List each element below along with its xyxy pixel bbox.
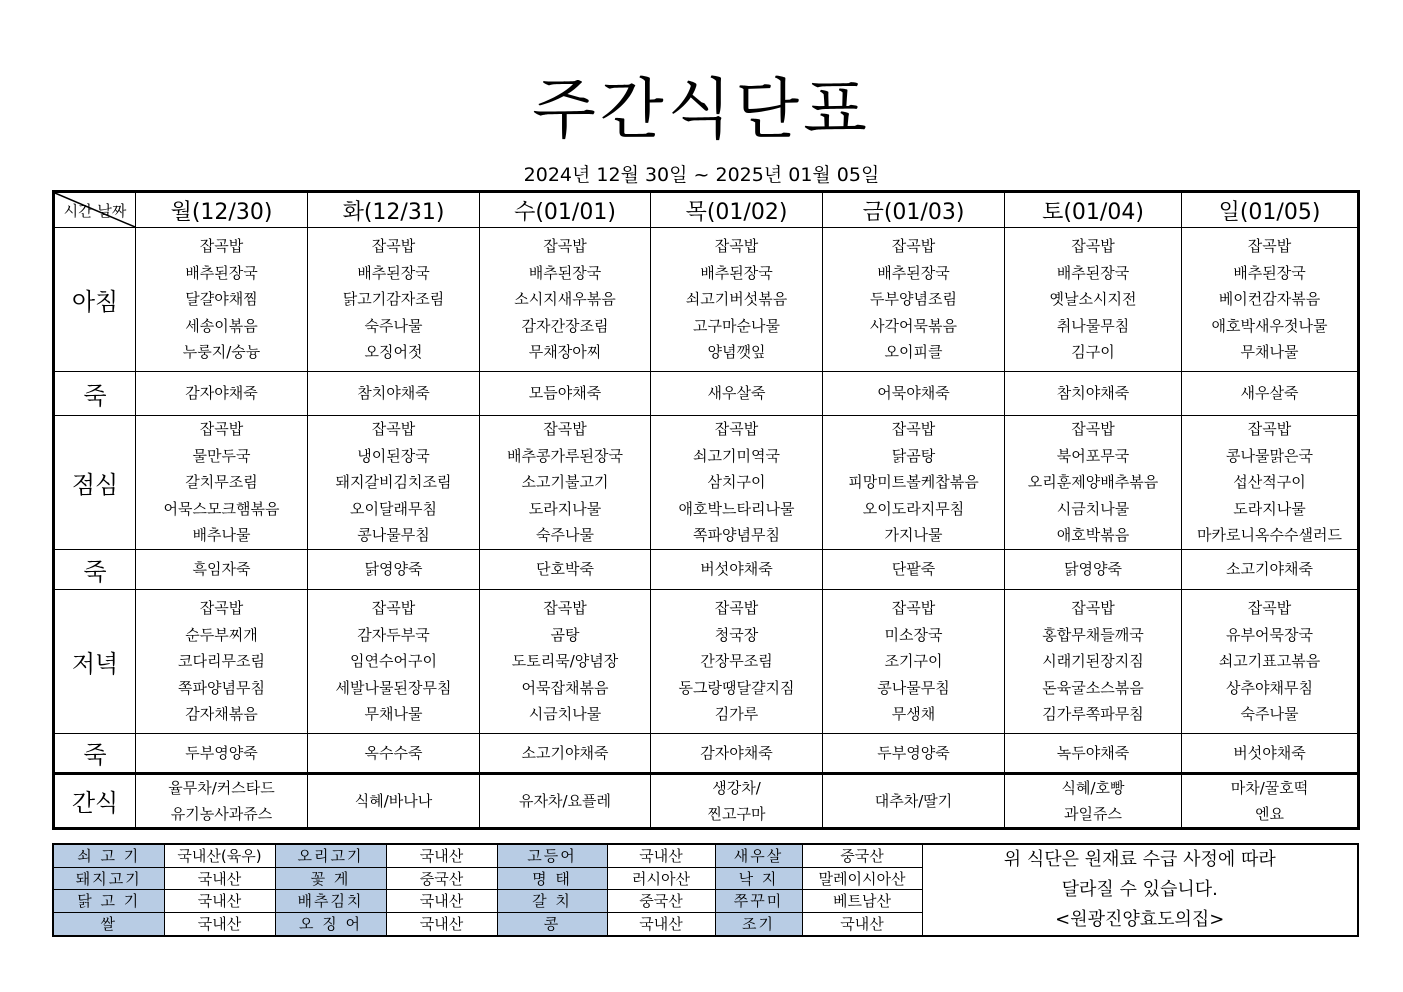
menu-item: 잡곡밥: [1247, 598, 1292, 617]
menu-cell: [1182, 416, 1359, 550]
menu-item: 세발나물된장무침: [335, 678, 452, 697]
menu-item: 어묵야채죽: [877, 384, 950, 403]
menu-cell: [480, 416, 651, 550]
menu-item: 소고기야채죽: [521, 743, 609, 762]
menu-cell: [823, 733, 1005, 773]
menu-item: 애호박볶음: [1056, 526, 1130, 545]
menu-item: 배추된장국: [528, 263, 602, 282]
meal-row: [54, 733, 1359, 773]
menu-cell: [1182, 372, 1359, 416]
origin-label: 돼지고기: [53, 867, 164, 890]
menu-cell: [136, 372, 308, 416]
menu-cell: [651, 589, 823, 733]
corner-label-time: 시간: [63, 201, 93, 220]
menu-item: 잡곡밥: [891, 237, 936, 256]
menu-item: 흑임자죽: [192, 560, 251, 579]
menu-cell: [308, 733, 480, 773]
menu-item: 홍합무채들깨국: [1042, 625, 1144, 644]
meal-row: [54, 372, 1359, 416]
menu-cell: [651, 228, 823, 372]
menu-item: 생강차/: [712, 778, 761, 797]
menu-item: 두부양념조림: [870, 290, 957, 309]
menu-item: 달걀야채찜: [185, 290, 258, 309]
menu-item: 두부영양죽: [877, 743, 950, 762]
menu-item: 마차/꿀호떡: [1230, 778, 1309, 797]
menu-item: 오리훈제양배추볶음: [1027, 473, 1159, 492]
menu-item: 감자두부국: [357, 625, 430, 644]
day-header: 화(12/31): [308, 192, 480, 228]
menu-item: 조기구이: [884, 652, 943, 671]
menu-item: 쇠고기버섯볶음: [685, 290, 788, 309]
menu-item: 청국장: [714, 625, 759, 644]
meal-row: [54, 549, 1359, 589]
menu-item: 옥수수죽: [364, 743, 423, 762]
menu-item: 잡곡밥: [199, 598, 244, 617]
menu-cell: [136, 733, 308, 773]
menu-item: 순두부찌개: [185, 625, 258, 644]
menu-item: 오이피클: [884, 343, 943, 362]
weekly-menu-table: [52, 190, 1360, 830]
menu-item: 잡곡밥: [1071, 598, 1115, 617]
menu-item: 가지나물: [884, 526, 943, 545]
menu-item: 감자간장조림: [521, 316, 609, 335]
meal-row: [54, 228, 1359, 372]
menu-item: 양념깻잎: [707, 343, 766, 362]
menu-cell: [480, 589, 651, 733]
menu-cell: [1005, 372, 1182, 416]
menu-cell: [1182, 773, 1359, 828]
menu-cell: [136, 228, 308, 372]
menu-item: 잡곡밥: [371, 598, 416, 617]
menu-item: 잡곡밥: [543, 237, 587, 256]
menu-item: 찐고구마: [707, 804, 766, 823]
menu-item: 어묵잡채볶음: [521, 678, 609, 697]
menu-item: 시금치나물: [1056, 499, 1130, 518]
origin-value: 국내산: [386, 890, 497, 913]
menu-cell: [1005, 416, 1182, 550]
menu-item: 마카로니옥수수샐러드: [1197, 526, 1342, 545]
menu-item: 소고기불고기: [521, 473, 609, 492]
origin-value: 중국산: [386, 867, 497, 890]
origin-value: 국내산: [164, 867, 275, 890]
menu-item: 소시지새우볶음: [514, 290, 616, 309]
menu-item: 세송이볶음: [185, 316, 258, 335]
menu-item: 버섯야채죽: [1233, 743, 1306, 762]
meal-row: [54, 589, 1359, 733]
menu-cell: [480, 733, 651, 773]
menu-item: 시금치나물: [528, 705, 602, 724]
menu-item: 닭곰탕: [891, 446, 936, 465]
menu-cell: [651, 773, 823, 828]
corner-label-date: 날짜: [97, 201, 127, 220]
origin-value: 국내산: [607, 844, 715, 867]
menu-item: 무채나물: [1240, 343, 1299, 362]
meal-label: 점심: [54, 416, 136, 550]
menu-cell: [308, 228, 480, 372]
menu-item: 두부영양죽: [185, 743, 258, 762]
menu-item: 숙주나물: [536, 526, 594, 545]
origin-label: 쇠 고 기: [53, 844, 164, 867]
menu-cell: [136, 416, 308, 550]
day-header: 금(01/03): [823, 192, 1005, 228]
origin-label: 오리고기: [275, 844, 386, 867]
menu-item: 유부어묵장국: [1226, 625, 1313, 644]
origin-label: 고등어: [497, 844, 607, 867]
menu-item: 율무차/커스타드: [168, 778, 275, 797]
menu-item: 임연수어구이: [350, 652, 437, 671]
menu-item: 잡곡밥: [543, 598, 587, 617]
menu-item: 닭영양죽: [1064, 560, 1122, 579]
day-header: 토(01/04): [1005, 192, 1182, 228]
menu-cell: [1005, 549, 1182, 589]
origin-label: 조기: [715, 913, 802, 936]
menu-item: 오징어젓: [364, 343, 423, 362]
menu-item: 무채장아찌: [528, 343, 602, 362]
menu-item: 엔요: [1255, 804, 1284, 823]
origin-value: 중국산: [802, 844, 922, 867]
menu-item: 콩나물무침: [357, 526, 430, 545]
menu-cell: [136, 773, 308, 828]
menu-item: 쇠고기표고볶음: [1218, 652, 1321, 671]
menu-cell: [1005, 773, 1182, 828]
origin-row: [53, 844, 1358, 867]
notice: [922, 844, 1358, 936]
menu-item: 단팥죽: [891, 560, 936, 579]
menu-item: 유자차/요플레: [519, 791, 611, 810]
header-row: [54, 192, 1359, 228]
menu-item: 닭영양죽: [364, 560, 423, 579]
menu-cell: [651, 372, 823, 416]
meal-label: 죽: [54, 372, 136, 416]
menu-item: 북어포무국: [1056, 446, 1130, 465]
menu-item: 잡곡밥: [1071, 237, 1115, 256]
menu-item: 참치야채죽: [357, 384, 430, 403]
menu-cell: [308, 589, 480, 733]
menu-item: 감자채볶음: [185, 705, 258, 724]
meal-label: 죽: [54, 733, 136, 773]
menu-item: 옛날소시지전: [1049, 290, 1137, 309]
menu-item: 무생채: [891, 705, 936, 724]
origin-label: 명 태: [497, 867, 607, 890]
origin-label: 콩: [497, 913, 607, 936]
menu-item: 도라지나물: [1233, 499, 1306, 518]
menu-cell: [136, 549, 308, 589]
menu-item: 오이도라지무침: [862, 499, 965, 518]
menu-item: 김구이: [1071, 343, 1115, 362]
notice-line: <원광진양효도의집>: [1055, 909, 1225, 930]
menu-cell: [823, 416, 1005, 550]
menu-item: 배추된장국: [700, 263, 773, 282]
menu-item: 시래기된장지짐: [1042, 652, 1144, 671]
menu-cell: [651, 549, 823, 589]
menu-item: 배추된장국: [357, 263, 430, 282]
menu-item: 잡곡밥: [543, 420, 587, 438]
menu-item: 잡곡밥: [714, 237, 759, 256]
menu-item: 숙주나물: [1240, 705, 1299, 724]
meal-label: 간식: [54, 773, 136, 828]
menu-item: 배추나물: [192, 526, 251, 545]
menu-cell: [308, 372, 480, 416]
menu-item: 간장무조림: [700, 652, 773, 671]
menu-item: 코다리무조림: [178, 652, 265, 671]
notice-line: 위 식단은 원재료 수급 사정에 따라: [1003, 849, 1276, 870]
menu-cell: [823, 773, 1005, 828]
menu-item: 녹두야채죽: [1056, 743, 1130, 762]
menu-cell: [1005, 733, 1182, 773]
date-range: 2024년 12월 30일 ~ 2025년 01월 05일: [523, 164, 880, 186]
menu-item: 배추된장국: [1233, 263, 1306, 282]
meal-label: 아침: [54, 228, 136, 372]
menu-item: 잡곡밥: [1071, 420, 1115, 438]
menu-item: 배추된장국: [1056, 263, 1130, 282]
menu-item: 애호박느타리나물: [678, 499, 795, 518]
origin-value: 말레이시아산: [802, 867, 922, 890]
menu-item: 취나물무침: [1056, 316, 1130, 335]
menu-item: 쪽파양념무침: [693, 526, 780, 545]
menu-item: 잡곡밥: [199, 237, 244, 256]
origin-label: 쭈꾸미: [715, 890, 802, 913]
origin-table: [52, 843, 1359, 937]
menu-item: 버섯야채죽: [700, 560, 773, 579]
menu-item: 냉이된장국: [357, 446, 430, 465]
menu-cell: [1005, 589, 1182, 733]
origin-value: 베트남산: [802, 890, 922, 913]
menu-item: 잡곡밥: [371, 420, 416, 438]
menu-item: 갈치무조림: [185, 473, 258, 492]
menu-item: 삼치구이: [707, 473, 766, 492]
menu-item: 곰탕: [550, 625, 580, 644]
menu-item: 잡곡밥: [1247, 420, 1292, 438]
menu-item: 참치야채죽: [1056, 384, 1130, 403]
menu-cell: [1182, 549, 1359, 589]
menu-item: 상추야채무침: [1226, 678, 1313, 697]
meal-row: [54, 416, 1359, 550]
menu-item: 새우살죽: [1240, 384, 1299, 403]
origin-value: 국내산: [386, 844, 497, 867]
menu-item: 잡곡밥: [891, 420, 936, 438]
menu-item: 쇠고기미역국: [693, 446, 780, 465]
menu-item: 도토리묵/양념장: [511, 652, 619, 671]
menu-item: 콩나물무침: [877, 678, 950, 697]
menu-item: 잡곡밥: [714, 598, 759, 617]
menu-item: 식혜/바나나: [354, 791, 433, 810]
origin-value: 국내산: [164, 913, 275, 936]
menu-item: 물만두국: [192, 446, 251, 465]
meal-label: 저녁: [54, 589, 136, 733]
menu-item: 대추차/딸기: [874, 791, 953, 810]
menu-item: 도라지나물: [528, 499, 602, 518]
menu-cell: [823, 589, 1005, 733]
origin-label: 갈 치: [497, 890, 607, 913]
menu-item: 김가루쪽파무침: [1042, 705, 1144, 724]
origin-label: 쌀: [53, 913, 164, 936]
menu-item: 잡곡밥: [1247, 237, 1292, 256]
menu-item: 단호박죽: [536, 560, 594, 579]
origin-label: 꽃 게: [275, 867, 386, 890]
menu-item: 배추된장국: [877, 263, 950, 282]
origin-label: 오 징 어: [275, 913, 386, 936]
menu-item: 사각어묵볶음: [870, 316, 957, 335]
menu-item: 오이달래무침: [350, 499, 437, 518]
day-header: 목(01/02): [651, 192, 823, 228]
day-header: 일(01/05): [1182, 192, 1359, 228]
menu-item: 쪽파양념무침: [178, 678, 265, 697]
menu-cell: [480, 773, 651, 828]
menu-item: 잡곡밥: [199, 420, 244, 438]
menu-item: 숙주나물: [364, 316, 423, 335]
origin-value: 러시아산: [607, 867, 715, 890]
menu-item: 무채나물: [364, 705, 423, 724]
menu-item: 과일쥬스: [1064, 804, 1122, 823]
menu-cell: [1182, 589, 1359, 733]
menu-cell: [651, 416, 823, 550]
meal-label: 죽: [54, 549, 136, 589]
origin-value: 중국산: [607, 890, 715, 913]
origin-label: 배추김치: [275, 890, 386, 913]
menu-cell: [480, 372, 651, 416]
origin-value: 국내산: [607, 913, 715, 936]
origin-value: 국내산: [386, 913, 497, 936]
origin-label: 닭 고 기: [53, 890, 164, 913]
menu-item: 배추된장국: [185, 263, 258, 282]
menu-cell: [651, 733, 823, 773]
menu-item: 돈육굴소스볶음: [1042, 678, 1144, 697]
origin-label: 새우살: [715, 844, 802, 867]
menu-cell: [1182, 228, 1359, 372]
menu-cell: [823, 549, 1005, 589]
menu-cell: [308, 773, 480, 828]
origin-value: 국내산: [802, 913, 922, 936]
menu-item: 감자야채죽: [700, 743, 773, 762]
menu-item: 감자야채죽: [185, 384, 258, 403]
notice-line: 달라질 수 있습니다.: [1061, 879, 1218, 900]
menu-cell: [136, 589, 308, 733]
menu-item: 유기농사과쥬스: [170, 804, 273, 823]
menu-cell: [823, 372, 1005, 416]
menu-item: 미소장국: [884, 625, 943, 644]
menu-item: 돼지갈비김치조림: [335, 473, 452, 492]
menu-item: 잡곡밥: [891, 598, 936, 617]
origin-value: 국내산: [164, 890, 275, 913]
menu-item: 베이컨감자볶음: [1218, 290, 1321, 309]
menu-item: 고구마순나물: [693, 316, 780, 335]
meal-row: [54, 773, 1359, 828]
menu-item: 피망미트볼케찹볶음: [848, 473, 979, 492]
menu-item: 섭산적구이: [1233, 473, 1306, 492]
day-header: 월(12/30): [136, 192, 308, 228]
menu-item: 배추콩가루된장국: [507, 446, 623, 465]
page-title: 주간식단표: [532, 71, 871, 148]
menu-cell: [1182, 733, 1359, 773]
menu-cell: [480, 549, 651, 589]
origin-label: 낙 지: [715, 867, 802, 890]
menu-item: 어묵스모크햄볶음: [163, 499, 280, 518]
menu-item: 김가루: [714, 705, 759, 724]
menu-item: 잡곡밥: [714, 420, 759, 438]
menu-cell: [823, 228, 1005, 372]
menu-item: 소고기야채죽: [1226, 560, 1313, 579]
menu-item: 콩나물맑은국: [1226, 446, 1313, 465]
menu-cell: [1005, 228, 1182, 372]
menu-item: 모듬야채죽: [528, 384, 602, 403]
menu-item: 잡곡밥: [371, 237, 416, 256]
menu-cell: [480, 228, 651, 372]
day-header: 수(01/01): [480, 192, 651, 228]
menu-item: 누룽지/숭늉: [182, 343, 261, 362]
corner-cell: [54, 192, 136, 228]
menu-cell: [308, 549, 480, 589]
menu-item: 애호박새우젓나물: [1211, 316, 1328, 335]
menu-item: 새우살죽: [707, 384, 766, 403]
menu-item: 닭고기감자조림: [342, 290, 445, 309]
menu-item: 동그랑땡달걀지짐: [678, 678, 795, 697]
menu-item: 식혜/호빵: [1061, 778, 1125, 797]
menu-cell: [308, 416, 480, 550]
origin-value: 국내산(육우): [164, 844, 275, 867]
